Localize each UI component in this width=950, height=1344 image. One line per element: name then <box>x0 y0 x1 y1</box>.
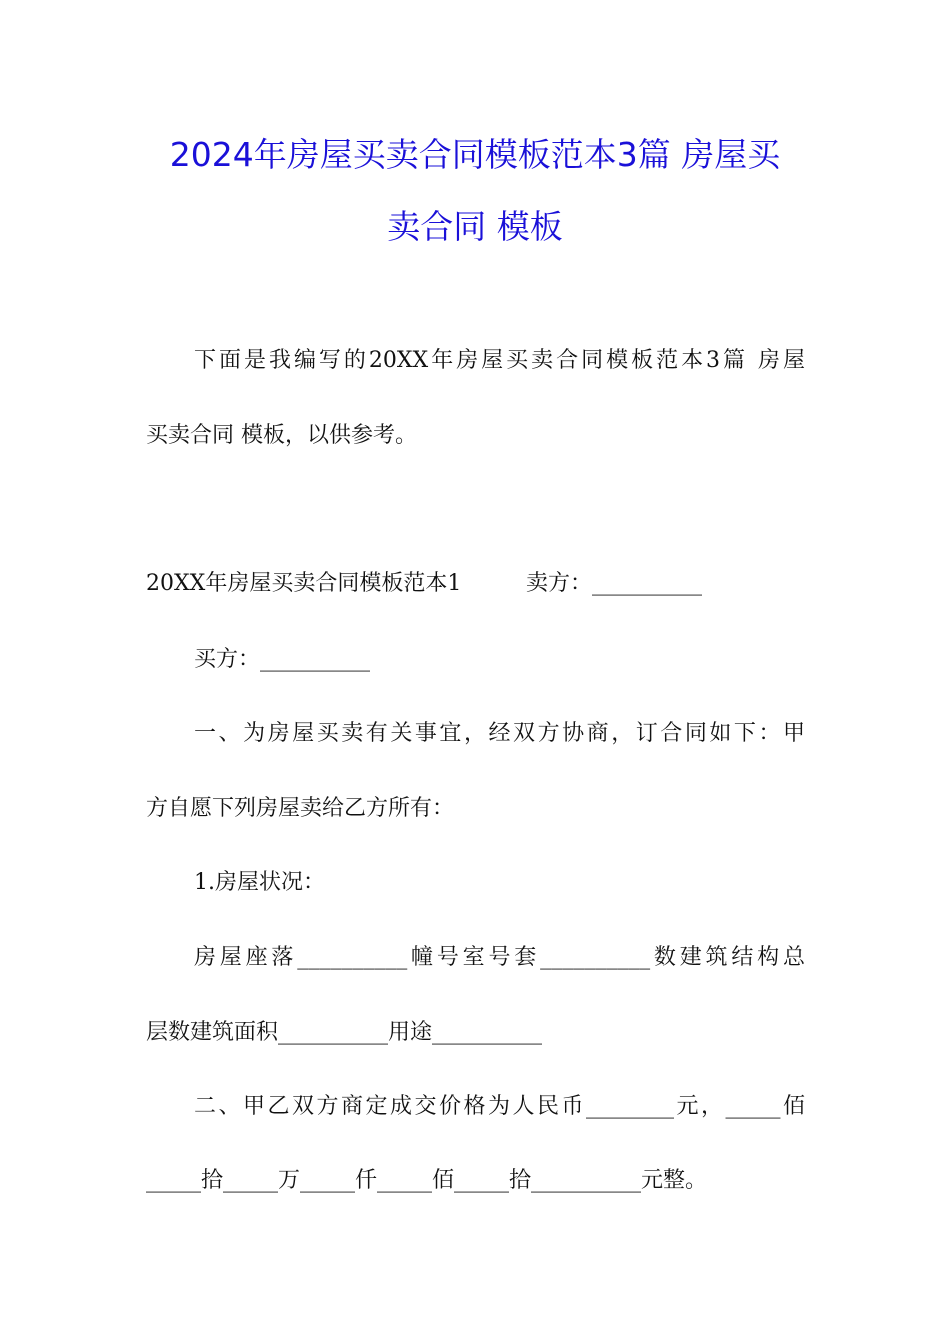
clause-1-line-1: 一、为房屋买卖有关事宜，经双方协商，订合同如下：甲 <box>194 721 805 746</box>
section-heading: 20XX年房屋买卖合同模板范本1 <box>146 571 462 596</box>
document-title-line-2: 卖合同 模板 <box>387 207 563 246</box>
intro-paragraph-line-1: 下面是我编写的20XX年房屋买卖合同模板范本3篇 房屋 <box>194 348 805 373</box>
clause-2-line-2: _____拾_____万_____仟_____佰_____拾__________元整。 <box>146 1168 708 1193</box>
clause-1-line-2: 方自愿下列房屋卖给乙方所有： <box>146 796 455 821</box>
item-1-line-2: 层数建筑面积__________用途__________ <box>146 1020 543 1045</box>
item-1-heading: 1.房屋状况： <box>194 870 325 895</box>
clause-2-line-1: 二、甲乙双方商定成交价格为人民币________元，_____佰 <box>194 1094 805 1119</box>
document-title-line-1: 2024年房屋买卖合同模板范本3篇 房屋买 <box>169 135 781 174</box>
intro-paragraph-line-2: 买卖合同 模板，以供参考。 <box>146 423 417 448</box>
buyer-field: 买方：__________ <box>194 647 371 672</box>
item-1-line-1: 房屋座落__________幢号室号套__________数建筑结构总 <box>194 945 805 970</box>
seller-field: 卖方：__________ <box>526 571 703 596</box>
